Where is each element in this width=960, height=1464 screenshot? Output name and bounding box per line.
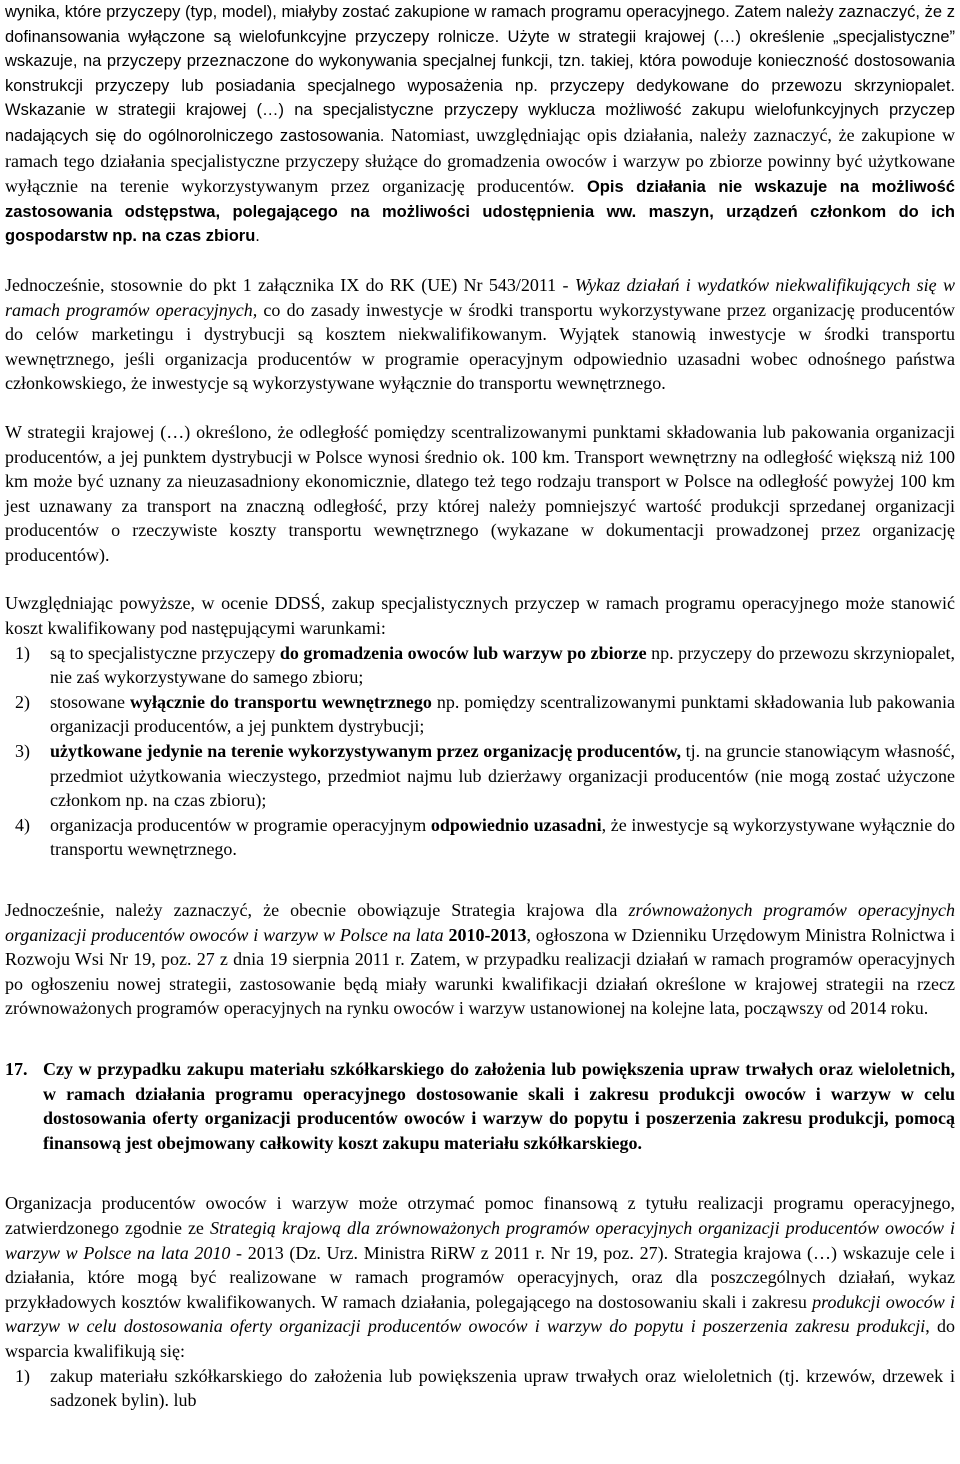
paragraph-trailers-text: wynika, które przyczepy (typ, model), miałyby zostać zakupione w ramach programu operacyjnego. Zatem należy zaznaczyć, że z dofinansowania wyłączone są wielofunkcyjne przyczepy rolnicze. Użyte w strategii krajowej (…) określenie „specjalistyczne” wskazuje, na przyczepy przeznaczone do wykonywania specjalnej funkcji, tzn. takiej, która powoduje konieczność dostosowania konstrukcji przyczepy lub posiadania specjalnego wyposażenia np. przyczepy dedykowane do przewozu skrzyniopalet. Wskazanie w strategii krajowej (…) na specjalistyczne przyczepy wyklucza możliwość zakupu wielofunkcyjnych przyczep nadających się do ogólnorolniczego zastosowania. — [5, 3, 955, 145]
paragraph-trailers-end: . — [255, 227, 260, 246]
text-span: co do zasady inwestycje w środki transportu wykorzystywane przez organizację producentów do celów marketingu i dystrybucji są kosztem niekwalifikowanym. Wyjątek stanowią inwestycje w środki transportu wewnętrznego, jeśli organizacja producentów w programie operacyjnym odpowiednio uzasadni wobec odnośnego państwa członkowskiego, że inwestycje są wykorzystywane wyłącznie do transportu wewnętrznego. — [5, 299, 955, 394]
bold-span: do gromadzenia owoców lub warzyw po zbiorze — [279, 642, 647, 663]
list-number: 3) — [15, 741, 30, 762]
question-17 — [5, 1057, 955, 1155]
italic-span: zrównoważonych programów operacyjnych organizacji producentów owoców i warzyw w Polsce na lata — [5, 900, 955, 945]
text-span: Jednocześnie, stosownie do pkt 1 załącznika IX do RK (UE) Nr 543/2011 - — [5, 274, 575, 295]
list-item — [5, 1364, 955, 1413]
spacer — [5, 249, 955, 273]
eligible-costs-list — [5, 1364, 955, 1413]
text-span: np. pomiędzy scentralizowanymi punktami składowania lub pakowania organizacji producentów, a jej punktem dystrybucji; — [50, 691, 955, 737]
paragraph-conditions-intro: Uwzględniając powyższe, w ocenie DDSŚ, zakup specjalistycznych przyczep w ramach programu operacyjnego może stanowić koszt kwalifikowany pod następującymi warunkami: — [5, 593, 955, 639]
text-span: tj. na gruncie stanowiącym własność, przedmiot użytkowania wieczystego, przedmiot najmu lub dzierżawy organizacji producentów (nie mogą zostać użyczone członkom np. na czas zbioru); — [50, 741, 955, 811]
italic-span: produkcji owoców i warzyw w celu dostosowania oferty organizacji producentów owoców i warzyw do popytu i poszerzenia zakresu produkcji — [5, 1291, 955, 1337]
paragraph-trailers — [5, 0, 955, 249]
paragraph-strategy — [5, 898, 955, 1021]
text-span: , ogłoszona w Dzienniku Urzędowym Ministra Rolnictwa i Rozwoju Wsi Nr 19, poz. 27 z dnia 19 sierpnia 2011 r. Zatem, w przypadku realizacji działań w ramach programów operacyjnych po ogłoszeniu nowej strategii, zastosowanie będą miały warunki kwalifikacji działań określone w krajowej strategii na rzecz zrównoważonych programów operacyjnych na rynku owoców i warzyw ustanowionej na kolejne lata, począwszy od 2014 roku. — [5, 924, 956, 1019]
list-number: 4) — [15, 814, 30, 835]
text-span: są to specjalistyczne przyczepy — [50, 642, 280, 663]
paragraph-distance: W strategii krajowej (…) określono, że odległość pomiędzy scentralizowanymi punktami składowania lub pakowania organizacji producentów, a jej punktem dystrybucji w Polsce wynosi średnio ok. 100 km. Transport wewnętrzny na odległość większą niż 100 km może być uznany za nieuzasadniony ekonomicznie, dlatego też tego rodzaju transport w Polsce na odległość powyżej 100 km jest uznawany za transport na znaczną odległość, przy której należy pomniejszyć wartość produkcji sprzedanej organizacji producentów o rzeczywiste koszty transportu wewnętrznego (wykazane w dokumentacji prowadzonej przez organizację producentów). — [5, 421, 955, 565]
spacer — [5, 862, 955, 898]
list-item — [5, 739, 955, 813]
paragraph-answer — [5, 1191, 955, 1363]
text-span: - 2013 (Dz. Urz. Ministra RiRW z 2011 r. Nr 19, poz. 27). Strategia krajowa (…) wskazuje cele i działania, które mogą być realizowane w ramach programów operacyjnych, oraz dla poszczególnych działań, wykaz przykładowych kosztów kwalifikowanych. W ramach działania, polegającego na dostosowaniu skali i zakresu — [5, 1242, 955, 1312]
list-text — [50, 690, 955, 739]
text-span: stosowane — [50, 691, 130, 712]
paragraph-transport-costs — [5, 273, 955, 396]
list-text: zakup materiału szkółkarskiego do założenia lub powiększenia upraw trwałych oraz wieloletnich (tj. krzewów, drzewek i sadzonek bylin). lub — [50, 1365, 955, 1411]
question-text: Czy w przypadku zakupu materiału szkółkarskiego do założenia lub powiększenia upraw trwałych oraz wieloletnich, w ramach działania programu operacyjnego dostosowanie skali i zakresu produkcji owoców i warzyw w celu dostosowania oferty organizacji producentów owoców i warzyw do popytu i poszerzenia zakresu produkcji, pomocą finansową jest obejmowany całkowity koszt zakupu materiału szkółkarskiego. — [43, 1058, 955, 1153]
list-text — [50, 813, 955, 862]
spacer — [5, 567, 955, 591]
bold-span: wyłącznie do transportu wewnętrznego — [129, 691, 432, 712]
text-span: np. przyczepy do przewozu skrzyniopalet, nie zaś wykorzystywane do samego zbioru; — [50, 642, 955, 688]
text-span: Jednocześnie, należy zaznaczyć, że obecnie obowiązuje Strategia krajowa dla — [5, 900, 629, 920]
list-item — [5, 641, 955, 690]
list-item — [5, 813, 955, 862]
list-item — [5, 690, 955, 739]
list-number: 1) — [15, 1365, 30, 1386]
list-text — [50, 739, 955, 813]
bold-span: odpowiednio uzasadni — [430, 814, 602, 835]
paragraph-trailers-text-2: Natomiast, uwzględniając opis działania, należy zaznaczyć, że zakupione w ramach tego działania specjalistyczne przyczepy służące do gromadzenia owoców i warzyw po zbiorze powinny być użytkowane wyłącznie na terenie wykorzystywanym przez organizację producentów. — [5, 124, 955, 197]
spacer — [5, 1155, 955, 1191]
italic-span: Strategią krajową dla zrównoważonych programów operacyjnych organizacji producentów owoców i warzyw w Polsce na lata 2010 — [5, 1217, 955, 1263]
bold-span: użytkowane jedynie na terenie wykorzystywanym przez organizację producentów, — [50, 741, 682, 762]
list-number: 2) — [15, 691, 30, 712]
spacer — [5, 1021, 955, 1057]
question-number: 17. — [5, 1058, 28, 1079]
bold-span: 2010-2013 — [448, 924, 527, 945]
text-span: Organizacja producentów owoców i warzyw może otrzymać pomoc finansową z tytułu realizacji programu operacyjnego, zatwierdzonego zgodnie ze — [5, 1193, 955, 1238]
text-span: organizacja producentów w programie operacyjnym — [50, 814, 431, 835]
conditions-list — [5, 641, 955, 862]
text-span: , że inwestycje są wykorzystywane wyłącznie do transportu wewnętrznego. — [50, 814, 955, 860]
spacer — [5, 396, 955, 420]
italic-span: Wykaz działań i wydatków niekwalifikujących się w ramach programów operacyjnych, — [5, 274, 955, 320]
list-number: 1) — [15, 642, 30, 663]
paragraph-trailers-bold: Opis działania nie wskazuje na możliwość zastosowania odstępstwa, polegającego na możliwości udostępnienia ww. maszyn, urządzeń członkom do ich gospodarstw np. na czas zbioru — [5, 178, 955, 246]
list-text — [50, 641, 955, 690]
text-span: , do wsparcia kwalifikują się: — [5, 1316, 955, 1361]
